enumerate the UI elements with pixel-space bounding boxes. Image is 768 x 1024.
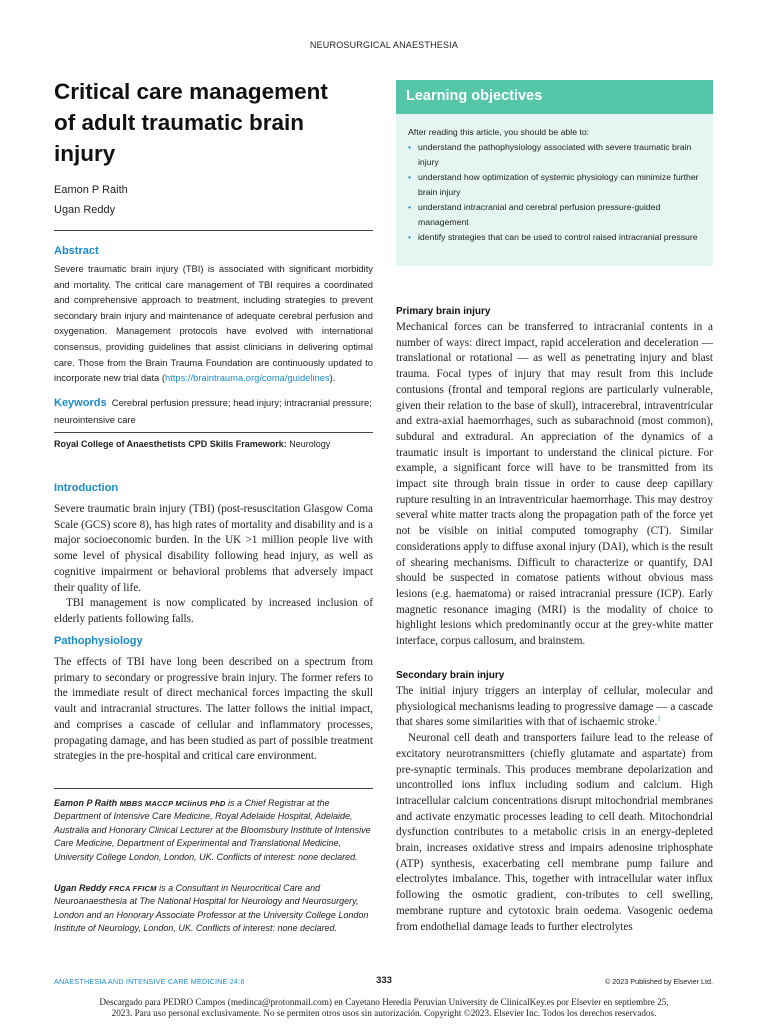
learning-objectives-intro: After reading this article, you should be able to: (408, 127, 590, 137)
abstract-body (54, 261, 373, 386)
keywords-label: Keywords (54, 397, 107, 409)
bio-text: is a Chief Registrar at the Department of Intensive Care Medicine, Royal Adelaide Hospital, Adelaide, Australia and Honorary Clinical Lecturer at the Bloomsbury Institute of Intensive Care Medicine, Department of Experimental and Translational Medicine, University College London, London, UK. Conflicts of interest: none declared. (54, 798, 371, 862)
bio-qualifications: FRCA FFICM (109, 884, 157, 893)
abstract-text: Severe traumatic brain injury (TBI) is associated with significant morbidity and mortality. The critical care management of TBI requires a coordinated and comprehensive approach to treatment, including strategies to prevent secondary brain injury and maintenance of adequate cerebral perfusion and oxygenation. Management protocols have evolved with international consensus, providing guidelines that assist clinicians in delivering optimal care. Those from the Brain Trauma Foundation are continuously updated to incorporate new trial data ( (54, 263, 373, 384)
author-bio (54, 797, 373, 864)
list-item: • understand the pathophysiology associated with severe traumatic brain injury (408, 142, 692, 167)
abstract-heading: Abstract (54, 245, 99, 257)
list-item: • understand how optimization of systemic physiology can minimize further brain injury (408, 172, 699, 197)
abstract-text-end: ). (329, 372, 336, 384)
keywords (54, 395, 373, 427)
divider (54, 788, 373, 789)
pathophysiology-body (54, 655, 373, 765)
title-line: injury (54, 141, 116, 166)
title-line: Critical care management (54, 79, 328, 104)
paragraph: Mechanical forces can be transferred to intracranial contents in a number of ways: direct impact, rapid acceleration and deceleration — translational or rotational — as well as penetrating injury and blast trauma. Focal types of injury that may result from this include contusions (frontal and temporal regions are particularly vulnerable, given their relation to the base of skull), intracerebral, intraventricular and extra-axial haemorrhages, such as subarachnoid (most common), subdural and extradural. An appreciation of the dynamics of a traumatic insult is important to understand the clinical picture. For example, a significant force will have to be transmitted from its impact site through brain tissue in order to cause deep capillary rupture resulting in an intraventricular haemorrhage. This may destroy several white matter tracts along the propagation path of the force yet not be visible on initial computed tomography (CT). Similar considerations apply to diffuse axonal injury (DAI), which is the result of shearing mechanisms. Difficult to characterize or quantify, DAI should be suspected in comatose patients without obvious mass lesions (e.g. haematoma) or raised intracranial pressure (ICP). Early magnetic resonance imaging (MRI) is the modality of choice to highlight lesions which predominantly occur at the grey-white matter interface, corpus callosum, and brainstem. (396, 321, 714, 648)
author-list (54, 180, 373, 220)
bullet-icon: • (408, 202, 412, 212)
divider (54, 432, 373, 433)
paragraph: TBI management is now complicated by increased inclusion of elderly patients following falls. (54, 597, 373, 625)
author-name: Eamon P Raith (54, 184, 128, 196)
paragraph: Severe traumatic brain injury (TBI) (post-resuscitation Glasgow Coma Scale (GCS) score 8), has high rates of mortality and disability and is a major socioeconomic burden. In the UK >1 million people live with some level of physical disability following head injury, as well as cognitive impairment or behavioral problems that adversely impact their quality of life. (54, 503, 373, 594)
author-name: Ugan Reddy (54, 204, 116, 216)
bullet-icon: • (408, 142, 412, 152)
bullet-icon: • (408, 172, 412, 182)
bio-name: Ugan Reddy (54, 883, 107, 893)
bio-name: Eamon P Raith (54, 798, 118, 808)
paragraph: The effects of TBI have long been described on a spectrum from primary to secondary or progressive brain injury. The former refers to the immediate result of direct mechanical forces impacting the skull vault and intracranial structures. The latter follows the initial impact, and comprises a cascade of cellular and inflammatory processes, propagating damage, and has been studied as part of possible treatment strategies in the pre-hospital and critical care environment. (54, 656, 373, 763)
introduction-body (54, 502, 373, 628)
guidelines-link[interactable]: https://braintrauma.org/coma/guidelines (165, 372, 330, 384)
learning-objectives-box (396, 114, 713, 266)
learning-objectives-list (408, 140, 701, 245)
keywords-text: Cerebral perfusion pressure; head injury; intracranial pressure; neurointensive care (54, 397, 372, 425)
download-line: Descargado para PEDRO Campos (medinca@protonmail.com) en Cayetano Heredia Peruvian University de ClinicalKey.es por Elsevier en septiembre 25, (99, 997, 669, 1007)
bio-qualifications: MBBS MACCP MClinUS PhD (119, 799, 226, 808)
author-bio (54, 882, 373, 936)
title-line: of adult traumatic brain (54, 110, 305, 135)
secondary-injury-body (396, 684, 713, 935)
pathophysiology-heading: Pathophysiology (54, 635, 143, 647)
learning-objectives-heading: Learning objectives (396, 80, 713, 114)
divider (54, 230, 373, 231)
download-line: 2023. Para uso personal exclusivamente. No se permiten otros usos sin autorización. Copyright ©2023. Elsevier Inc. Todos los derechos reservados. (111, 1008, 657, 1018)
primary-injury-body (396, 320, 713, 650)
page-number: 333 (376, 975, 392, 986)
bio-text: is a Consultant in Neurocritical Care and Neuroanaesthesia at The National Hospital for Neurology and Neurosurgery, London and an Honorary Associate Professor at the University College London Institute of Neurology, London, UK. Conflicts of interest: none declared. (54, 883, 369, 934)
list-item: • identify strategies that can be used to control raised intracranial pressure (408, 230, 701, 245)
journal-footer: ANAESTHESIA AND INTENSIVE CARE MEDICINE 24:6 (54, 977, 245, 986)
bullet-icon: • (408, 232, 412, 242)
cpd-value: Neurology (289, 439, 331, 449)
primary-injury-heading: Primary brain injury (396, 306, 491, 317)
cpd-label: Royal College of Anaesthetists CPD Skills Framework: (54, 439, 287, 449)
paragraph: The initial injury triggers an interplay of cellular, molecular and physiological mechanisms leading to progressive damage — a cascade that shares some similarities with that of ischaemic stroke.$^1$ (396, 685, 713, 729)
list-item: • understand intracranial and cerebral perfusion pressure-guided management (408, 202, 661, 227)
paragraph: Neuronal cell death and transporters failure lead to the release of excitatory neurotransmitters (chiefly glutamate and aspartate) from pre-synaptic terminals. This produces membrane depolarization and uncontrolled ions influx including sodium and calcium. High intracellular calcium concentrations disrupt mitochondrial membranes and activate enzymatic processes leading to cell death. Mitochondrial dysfunction contributes to a metabolic crisis in an energy-depleted brain, increases oxidative stress and impairs adenosine triphosphate (ATP) synthesis, exacerbating cell membrane pump failure and electrolytes imbalance. This, together with intracellular water influx following the osmotic gradient, con-tributes to cell swelling, membrane rupture and cytotoxic brain oedema. Vasogenic oedema from endothelial damage leads to further electrolytes (396, 732, 713, 933)
download-notice (0, 997, 768, 1019)
running-head: NEUROSURGICAL ANAESTHESIA (309, 40, 459, 50)
cpd-framework (54, 437, 373, 451)
introduction-heading: Introduction (54, 482, 119, 494)
copyright: © 2023 Published by Elsevier Ltd. (605, 977, 713, 986)
article-title (54, 76, 373, 169)
reference-marker[interactable]: 1 (657, 714, 661, 723)
secondary-injury-heading: Secondary brain injury (396, 670, 505, 681)
